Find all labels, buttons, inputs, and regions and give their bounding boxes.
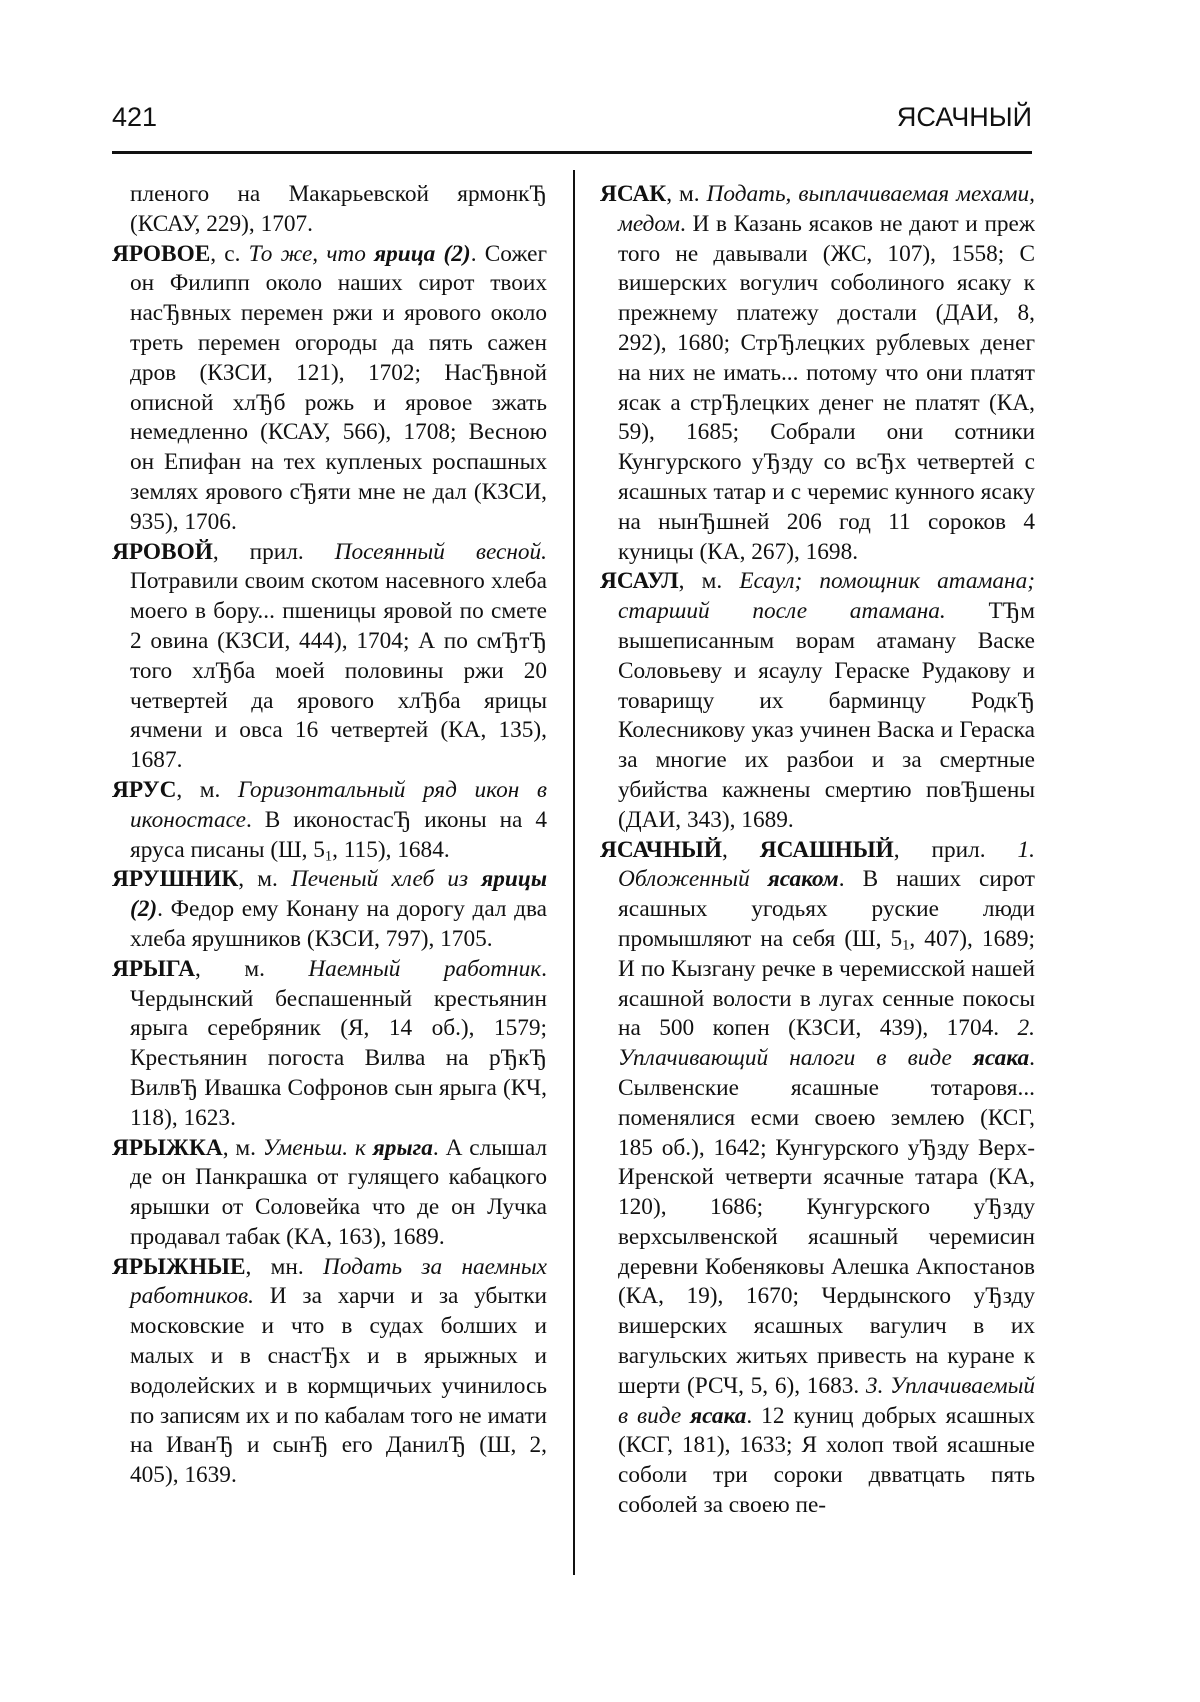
entry-yarovoy xyxy=(112,538,547,776)
entry-text: . И в Казань ясаков не дают и преж того не давывали (ЖС, 107), 1558; С вишерских вогулич соболиного ясаку к прежнему платежу достали (ДАИ, 8, 292), 1680; СтрЂлецких рублевых денег на них не имать... потому что они платят ясак а стрЂлецких денег не платят (КА, 59), 1685; Собрали они сотники Кунгурского уЂзду со всЂх четвертей с ясашных татар и с черемис кунного ясаку на нынЂшней 206 год 11 сороков 4 куницы (КА, 267), 1698. xyxy=(618,210,1035,565)
entry-grammar: , м. xyxy=(195,955,309,982)
entry-definition: Печеный хлеб из xyxy=(290,866,482,893)
entry-text: пленого на Макарьевской ярмонкЂ (КСАУ, 229), 1707. xyxy=(130,181,547,237)
entry-grammar: , прил. xyxy=(893,836,1018,863)
entry-yarovoe xyxy=(112,240,547,538)
entry-definition: Горизонтальный ряд икон в иконостасе xyxy=(130,776,548,833)
entry-text: . Чердынский беспашенный крестьянин ярыга серебряник (Я, 14 об.), 1579; Крестьянин погоста Вилва на рЂкЂ ВилвЂ Ивашка Софронов сын ярыга (КЧ, 118), 1623. xyxy=(130,955,547,1131)
entry-headword: ЯРЫГА xyxy=(112,955,196,982)
entry-definition: . Уплачиваемый в виде xyxy=(618,1372,1035,1429)
entry-text: . Сожег он Филипп около наших сирот твоих насЂвных перемен ржи и ярового около треть перемен огороды да пять сажен дров (КЗСИ, 121), 1702; НасЂвной описной хлЂб рожь и яровое зжать немедленно (КСАУ, 566), 1708; Весною он Епифан на тех купленых роспашных землях ярового сЂяти мне не дал (КЗСИ, 935), 1706. xyxy=(130,240,547,535)
entry-headword: ЯРЫЖНЫЕ xyxy=(112,1253,246,1280)
column-divider xyxy=(573,170,575,1575)
entry-yaryzhnye xyxy=(112,1253,547,1491)
entry-text: ТЂм вышеписанным ворам атаману Васке Соловьеву и ясаулу Гераске Рудакову и товарищу их барминцу РодкЂ Колесникову указ учинен Васка и Гераска за многие их разбои и за смертные убийства кажнены смертию повЂшены (ДАИ, 343), 1689. xyxy=(618,598,1035,833)
entry-crossref: ясака xyxy=(972,1045,1030,1072)
sense-number: 1 xyxy=(1017,836,1030,863)
entry-definition: Подать, выплачиваемая мехами, медом xyxy=(618,181,1036,237)
entry-headword: ЯСАК xyxy=(600,181,667,207)
entry-crossref: ярыга xyxy=(372,1134,433,1161)
entry-continuation xyxy=(112,180,547,240)
entry-headword: ЯРУШНИК xyxy=(112,866,239,893)
subscript: 1 xyxy=(324,848,333,865)
entry-yasachny xyxy=(600,836,1035,1521)
entry-text: . В наших сирот ясашных угодьях руские люди промышляют на себя (Ш, 5 xyxy=(618,866,1035,952)
entry-definition: Посеянный весной. xyxy=(334,538,547,565)
entry-crossref: ясаком xyxy=(767,866,839,893)
entry-crossref: ярицы (2) xyxy=(130,866,547,923)
entry-text: И за харчи и за убытки московские и что в судах болших и малых и в снастЂх и в ярыжных и водолейских и в кормщичьих учинилось по записям их и по кабалам того не имати на ИванЂ и сынЂ его ДанилЂ (Ш, 2, 405), 1639. xyxy=(130,1283,547,1489)
entry-headword: ЯСАЧНЫЙ xyxy=(600,836,722,863)
entry-text: Потравили своим скотом насевного хлеба моего в бору... пшеницы яровой по смете 2 овина (КЗСИ, 444), 1704; А по смЂтЂ того хлЂба моей половины ржи 20 четвертей да ярового хлЂба ярицы ячмени и овса 16 четвертей (КА, 135), 1687. xyxy=(130,568,547,774)
entry-grammar: , м. xyxy=(666,181,707,207)
left-column xyxy=(112,180,547,1491)
entry-headword-variant: ЯСАШНЫЙ xyxy=(759,836,894,863)
entry-grammar: , м. xyxy=(238,866,291,893)
entry-grammar: , прил. xyxy=(212,538,335,565)
entry-text: . В иконостасЂ иконы на 4 яруса писаны (Ш, 5 xyxy=(130,806,547,863)
entry-headword: ЯРУС xyxy=(112,776,177,803)
entry-definition: То же, что xyxy=(248,240,375,267)
entry-yaryga xyxy=(112,955,547,1134)
entry-definition: Уменьш. к xyxy=(262,1134,373,1161)
entry-grammar: , м. xyxy=(222,1134,263,1161)
entry-yasak xyxy=(600,180,1035,567)
entry-grammar: , мн. xyxy=(245,1253,324,1280)
entry-headword: ЯСАУЛ xyxy=(600,568,679,595)
right-column xyxy=(600,180,1035,1521)
entry-yarus xyxy=(112,776,547,865)
entry-text: . Сылвенские ясашные тотаровя... поменялися есми своею землею (КСГ, 185 об.), 1642; Кунгурского уЂзду Верх-Иренской четверти ясачные татара (КА, 120), 1686; Кунгурского уЂзду верхсылвенской ясашный черемисин деревни Кобеняковы Алешка Акпостанов (КА, 19), 1670; Чердынского уЂзду вишерских ясашных вагулич в их вагульских житьях привесть на куране к шерти (РСЧ, 5, 6), 1683. xyxy=(618,1045,1035,1399)
entry-text: . А слышал де он Панкрашка от гулящего кабацкого ярышки от Соловейка что де он Лучка продавал табак (КА, 163), 1689. xyxy=(130,1134,547,1250)
page-number: 421 xyxy=(112,102,158,132)
sense-number: 3 xyxy=(865,1372,878,1399)
entry-yaryzhka xyxy=(112,1134,547,1253)
entry-crossref: ярица (2) xyxy=(374,240,471,267)
entry-definition: . Уплачивающий налоги в виде xyxy=(618,1015,1035,1072)
entry-grammar: , м. xyxy=(678,568,740,595)
entry-text: , 407), 1689; И по Кызгану речке в черемисской нашей ясашной волости в лугах сенные покосы на 500 копен (КЗСИ, 439), 1704. xyxy=(618,925,1035,1042)
entry-grammar: , xyxy=(722,836,760,863)
entry-text: . 12 куниц добрых ясашных (КСГ, 181), 1633; Я холоп твой ясашные соболи три сороки двватцать пять соболей за своею пе- xyxy=(618,1402,1035,1519)
entry-text: . Федор ему Конану на дорогу дал два хлеба ярушников (КЗСИ, 797), 1705. xyxy=(130,896,547,952)
entry-headword: ЯРОВОЕ xyxy=(112,240,211,267)
entry-definition: Наемный работник xyxy=(308,955,542,982)
entry-definition: . Обложенный xyxy=(618,836,1035,893)
running-head: ЯСАЧНЫЙ xyxy=(896,102,1032,132)
entry-definition: Есаул; помощник атамана; старший после атамана. xyxy=(618,568,1036,625)
entry-definition: Подать за наемных работников. xyxy=(130,1253,547,1310)
entry-headword: ЯРОВОЙ xyxy=(112,538,213,565)
entry-headword: ЯРЫЖКА xyxy=(112,1134,223,1161)
header-rule xyxy=(112,151,1032,154)
subscript: 1 xyxy=(902,937,910,954)
page-header xyxy=(112,100,1032,134)
entry-grammar: , м. xyxy=(176,776,238,803)
entry-text: , 115), 1684. xyxy=(332,836,450,863)
entry-grammar: , с. xyxy=(210,240,249,267)
entry-yasaul xyxy=(600,567,1035,835)
entry-crossref: ясака xyxy=(690,1402,747,1429)
sense-number: 2 xyxy=(1017,1015,1030,1042)
entry-yarushnik xyxy=(112,865,547,954)
